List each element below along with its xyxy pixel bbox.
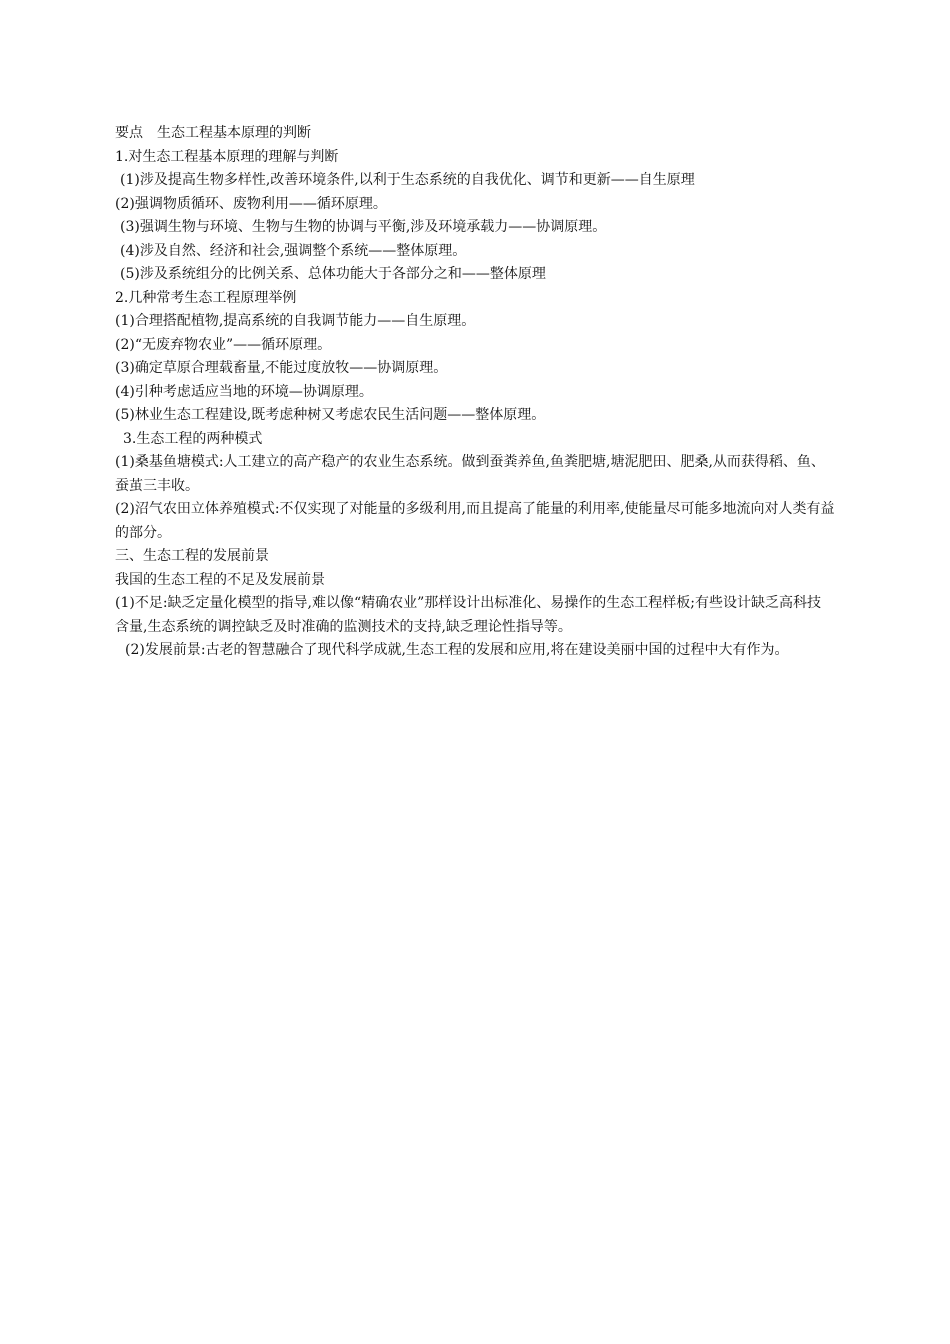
paragraph-item: (4)涉及自然、经济和社会,强调整个系统——整体原理。 [120, 242, 467, 259]
paragraph-item: (2)发展前景:古老的智慧融合了现代科学成就,生态工程的发展和应用,将在建设美丽中国的过程中大有作为。 [125, 642, 789, 658]
document-body [115, 122, 835, 663]
paragraph-item: (1)合理搭配植物,提高系统的自我调节能力——自生原理。 [115, 313, 476, 329]
subheading-shortcomings: 我国的生态工程的不足及发展前景 [115, 571, 325, 588]
paragraph-item: (2)沼气农田立体养殖模式:不仅实现了对能量的多级利用,而且提高了能量的利用率,使能量尽可能多地流向对人类有益的部分。 [115, 501, 835, 541]
paragraph-item: (1)涉及提高生物多样性,改善环境条件,以利于生态系统的自我优化、调节和更新——自生原理 [120, 172, 695, 188]
paragraph-item: (2)强调物质循环、废物利用——循环原理。 [115, 195, 387, 212]
section-heading-key-point: 要点 生态工程基本原理的判断 [115, 125, 311, 141]
subheading-understanding: 1.对生态工程基本原理的理解与判断 [115, 148, 339, 165]
paragraph-item: (1)桑基鱼塘模式:人工建立的高产稳产的农业生态系统。做到蚕粪养鱼,鱼粪肥塘,塘泥肥田、肥桑,从而获得稻、鱼、蚕茧三丰收。 [115, 454, 825, 494]
subheading-modes: 3.生态工程的两种模式 [123, 430, 263, 447]
paragraph-item: (5)林业生态工程建设,既考虑种树又考虑农民生活问题——整体原理。 [115, 407, 546, 423]
paragraph-item: (2)“无废弃物农业”——循环原理。 [115, 336, 332, 353]
paragraph-item: (4)引种考虑适应当地的环境—协调原理。 [115, 383, 373, 400]
section-heading-prospects: 三、生态工程的发展前景 [115, 548, 269, 564]
paragraph-item: (3)强调生物与环境、生物与生物的协调与平衡,涉及环境承载力——协调原理。 [120, 219, 607, 235]
paragraph-item: (1)不足:缺乏定量化模型的指导,难以像“精确农业”那样设计出标准化、易操作的生态工程样板;有些设计缺乏高科技含量,生态系统的调控缺乏及时准确的监测技术的支持,缺乏理论性指导等。 [115, 595, 822, 635]
paragraph-item: (5)涉及系统组分的比例关系、总体功能大于各部分之和——整体原理 [120, 266, 546, 282]
subheading-examples: 2.几种常考生态工程原理举例 [115, 289, 297, 306]
paragraph-item: (3)确定草原合理载畜量,不能过度放牧——协调原理。 [115, 360, 448, 376]
